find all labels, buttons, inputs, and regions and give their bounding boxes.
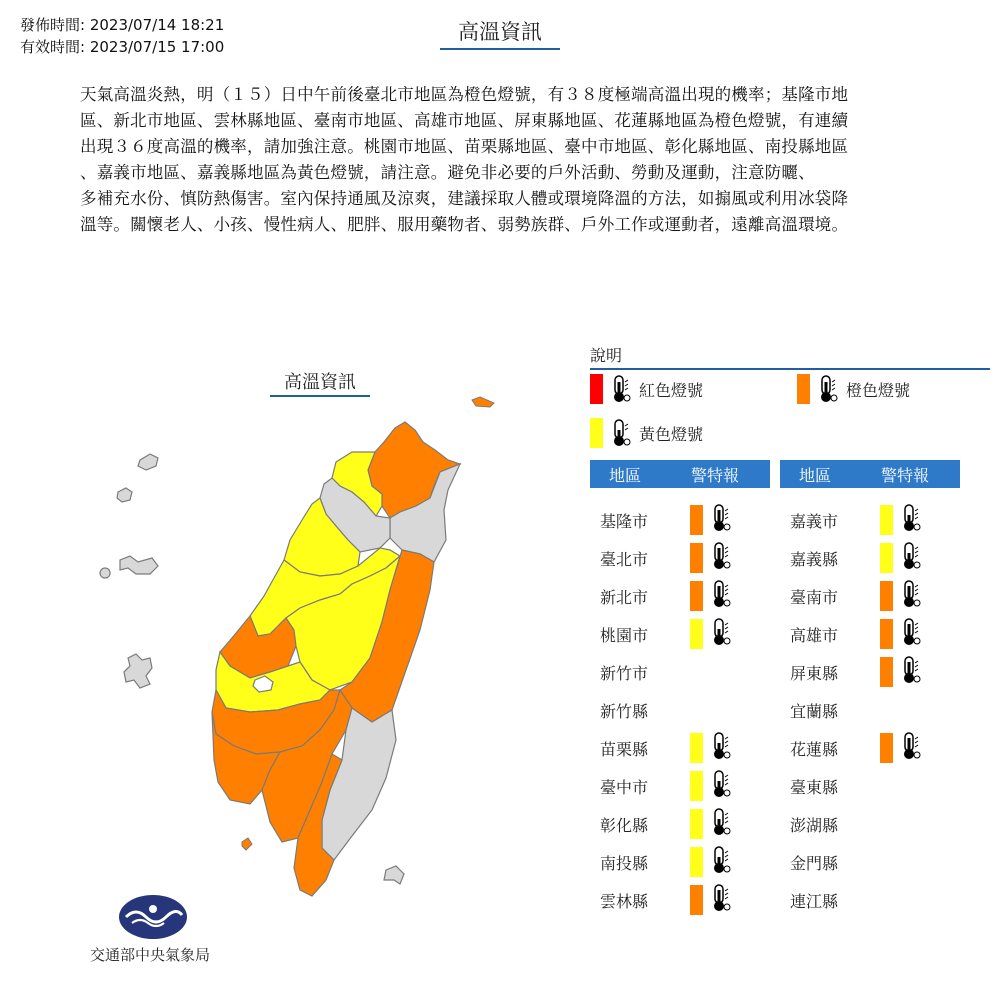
table-row: [590, 846, 731, 878]
thermometer-icon: [899, 617, 921, 651]
organization-name: 交通部中央氣象局: [89, 946, 210, 964]
description-line: 出現３６度高溫的機率，請加強注意。桃園市地區、苗栗縣地區、臺中市地區、彰化縣地區、南投縣地區: [80, 137, 849, 156]
warning-level-bar: [690, 505, 703, 535]
legend-label-red: 紅色燈號: [639, 380, 704, 400]
warning-level-bar: [880, 543, 893, 573]
thermometer-icon: [709, 807, 731, 841]
header-area: 地區: [608, 465, 641, 485]
island-kinmen-small: [100, 568, 110, 578]
warning-level-bar: [690, 847, 703, 877]
thermometer-red-icon: [609, 374, 631, 404]
region-name: 臺北市: [600, 549, 649, 569]
thermometer-icon: [709, 617, 731, 651]
table-row: [590, 694, 680, 726]
region-name: 宜蘭縣: [790, 701, 839, 721]
warning-level-bar: [690, 619, 703, 649]
description-line: 多補充水份、慎防熱傷害。室內保持通風及涼爽，建議採取人體或環境降溫的方法，如搧風或利用冰袋降: [80, 189, 849, 208]
thermometer-icon: [899, 731, 921, 765]
region-name: 新竹市: [600, 663, 649, 683]
island-kinmen: [120, 556, 158, 574]
region-name: 金門縣: [790, 853, 839, 873]
region-name: 桃園市: [600, 625, 649, 645]
legend-item-orange: [797, 374, 910, 404]
thermometer-icon: [709, 541, 731, 575]
thermometer-icon: [709, 579, 731, 613]
region-name: 新竹縣: [600, 701, 649, 721]
table-row: [590, 770, 731, 802]
region-name: 屏東縣: [790, 663, 839, 683]
thermometer-icon: [709, 883, 731, 917]
region-name: 彰化縣: [600, 815, 649, 835]
table-header-right: [780, 460, 960, 488]
table-row: [780, 732, 921, 764]
page-title: 高溫資訊: [440, 16, 560, 50]
warning-level-bar: [690, 809, 703, 839]
region-name: 臺南市: [790, 587, 839, 607]
description-line: 溫等。關懷老人、小孩、慢性病人、肥胖、服用藥物者、弱勢族群、戶外工作或運動者，遠離高溫環境。: [80, 215, 849, 234]
island-green: [384, 866, 404, 884]
legend-swatch-yellow: [590, 418, 603, 448]
legend-label-yellow: 黃色燈號: [639, 424, 704, 444]
region-name: 雲林縣: [600, 891, 649, 911]
thermometer-icon: [709, 845, 731, 879]
thermometer-icon: [899, 579, 921, 613]
region-name: 花蓮縣: [790, 739, 839, 759]
table-row: [590, 504, 731, 536]
table-row: [780, 580, 921, 612]
thermometer-icon: [709, 503, 731, 537]
island-matsu: [138, 454, 158, 470]
table-row: [780, 770, 870, 802]
table-row: [780, 656, 921, 688]
legend-swatch-orange: [797, 374, 810, 404]
island-liuqiu: [242, 838, 252, 850]
table-row: [590, 808, 731, 840]
valid-time: 有效時間: 2023/07/15 17:00: [20, 38, 225, 56]
thermometer-icon: [899, 541, 921, 575]
table-row: [590, 618, 731, 650]
table-row: [780, 504, 921, 536]
description-line: 、嘉義市地區、嘉義縣地區為黃色燈號，請注意。避免非必要的戶外活動、勞動及運動，注意防曬、: [80, 163, 815, 182]
warning-level-bar: [690, 733, 703, 763]
header-warning: 警特報: [690, 465, 739, 485]
thermometer-icon: [709, 731, 731, 765]
legend-item-yellow: [590, 418, 703, 448]
warning-level-bar: [880, 581, 893, 611]
description: [80, 82, 920, 238]
region-name: 嘉義市: [790, 511, 839, 531]
thermometer-icon: [899, 503, 921, 537]
warning-level-bar: [880, 733, 893, 763]
region-name: 新北市: [600, 587, 649, 607]
legend-label-orange: 橙色燈號: [846, 380, 911, 400]
table-row: [590, 580, 731, 612]
warning-level-bar: [880, 619, 893, 649]
table-row: [590, 732, 731, 764]
table-row: [780, 808, 870, 840]
thermometer-icon: [709, 769, 731, 803]
thermometer-orange-icon: [816, 374, 838, 404]
region-name: 臺東縣: [790, 777, 839, 797]
region-name: 臺中市: [600, 777, 649, 797]
legend-title: 說明: [590, 343, 990, 370]
taiwan-map: [90, 390, 510, 910]
header-meta: [20, 14, 224, 58]
warning-level-bar: [880, 505, 893, 535]
table-row: [780, 694, 870, 726]
region-name: 苗栗縣: [600, 739, 649, 759]
table-row: [590, 656, 680, 688]
region-name: 基隆市: [600, 511, 649, 531]
region-name: 連江縣: [790, 891, 839, 911]
thermometer-icon: [899, 655, 921, 689]
table-header-left: [590, 460, 770, 488]
island-keelung: [472, 397, 494, 407]
legend-swatch-red: [590, 374, 603, 404]
table-row: [780, 542, 921, 574]
region-name: 高雄市: [790, 625, 839, 645]
description-line: 區、新北市地區、雲林縣地區、臺南市地區、高雄市地區、屏東縣地區、花蓮縣地區為橙色燈號，有連續: [80, 111, 849, 130]
table-row: [780, 884, 870, 916]
island-penghu: [124, 654, 152, 688]
warning-level-bar: [880, 657, 893, 687]
table-row: [590, 542, 731, 574]
warning-level-bar: [690, 543, 703, 573]
island-matsu-small: [117, 488, 132, 502]
table-row: [590, 884, 731, 916]
region-name: 嘉義縣: [790, 549, 839, 569]
table-row: [780, 846, 870, 878]
legend-item-red: [590, 374, 703, 404]
header-area: 地區: [798, 465, 831, 485]
description-line: 天氣高溫炎熱，明（１５）日中午前後臺北市地區為橙色燈號，有３８度極端高溫出現的機率；基隆市地: [80, 85, 849, 104]
warning-level-bar: [690, 581, 703, 611]
thermometer-yellow-icon: [609, 418, 631, 448]
header-warning: 警特報: [880, 465, 929, 485]
table-row: [780, 618, 921, 650]
region-name: 澎湖縣: [790, 815, 839, 835]
cwb-logo: [118, 893, 188, 941]
warning-level-bar: [690, 771, 703, 801]
region-name: 南投縣: [600, 853, 649, 873]
warning-level-bar: [690, 885, 703, 915]
issued-time: 發佈時間: 2023/07/14 18:21: [20, 16, 225, 34]
map-title: 高溫資訊: [270, 368, 370, 397]
